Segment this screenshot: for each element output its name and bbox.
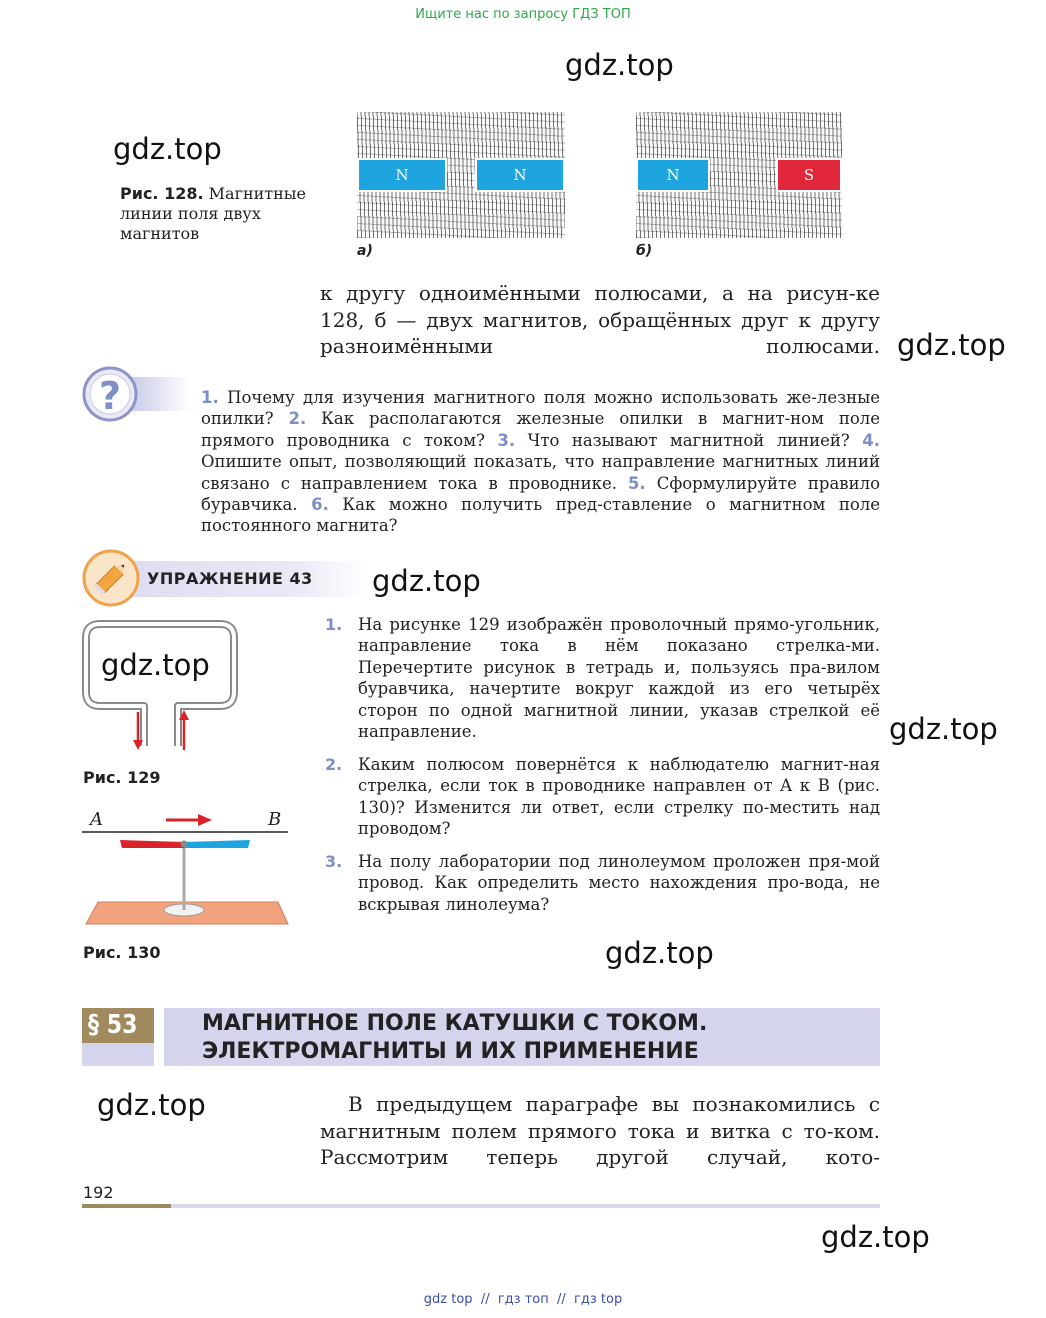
exercise-item: Каким полюсом повернётся к наблюдателю магнит-ная стрелка, если ток в проводнике направлен от A к B (рис. 130)? Изменится ли ответ, если стрелку по-местить над проводом?: [358, 755, 880, 839]
exercise-item: На рисунке 129 изображён проволочный прямо-угольник, направление тока в нём показано стрелка-ми. Перечертите рисунок в тетрадь и, пользуясь пра-вилом буравчика, начертите вокруг каждой из его четырёх сторон по одной магнитной линии, указав стрелкой её направление.: [358, 615, 880, 742]
svg-text:?: ?: [98, 374, 122, 418]
watermark: gdz.top: [113, 132, 222, 166]
watermark: gdz.top: [372, 564, 481, 598]
magnet-n-left: N: [357, 158, 447, 192]
figure-129-caption: Рис. 129: [83, 768, 161, 787]
question-mark-icon: [82, 366, 138, 422]
figure-128-number: Рис. 128.: [120, 184, 204, 203]
figure-128a-field-image: [357, 112, 565, 238]
figure-128-caption: [120, 184, 320, 244]
watermark: gdz.top: [101, 648, 210, 682]
footer-rule-accent: [82, 1204, 171, 1208]
figure-128b-field-image: [636, 112, 842, 238]
section-number: § 53: [88, 1010, 138, 1040]
exercise-item: На полу лаборатории под линолеумом проложен пря-мой провод. Как определить место нахождения про-вода, не вскрывая линолеума?: [358, 852, 880, 914]
figure-129-wire-frame: [80, 618, 240, 758]
section-header: [82, 1008, 880, 1066]
section-number-box-lower: [82, 1043, 154, 1066]
exercise-item-number: 2.: [325, 755, 343, 774]
exercise-title: УПРАЖНЕНИЕ 43: [147, 569, 313, 588]
figure-130-image: [80, 806, 292, 930]
section-title-line-1: МАГНИТНОЕ ПОЛЕ КАТУШКИ С ТОКОМ.: [202, 1011, 708, 1036]
magnet-n-right: N: [475, 158, 565, 192]
top-search-link[interactable]: Ищите нас по запросу ГДЗ ТОП: [415, 7, 631, 22]
point-a-label: A: [90, 809, 103, 830]
watermark: gdz.top: [97, 1088, 206, 1122]
footer-rule: [82, 1204, 880, 1208]
paragraph-text: к другу одноимёнными полюсами, а на рисун-ке 128, б — двух магнитов, обращённых друг к другу разноимёнными полюсами.: [320, 281, 880, 358]
point-b-label: B: [268, 809, 282, 830]
watermark: gdz.top: [565, 48, 674, 82]
figure-128a-label: а): [357, 243, 373, 259]
section-paragraph: В предыдущем параграфе вы познакомились с магнитным полем прямого тока и витка с то-ком. Рассмотрим теперь другой случай, кото-: [320, 1092, 880, 1169]
section-title-line-2: ЭЛЕКТРОМАГНИТЫ И ИХ ПРИМЕНЕНИЕ: [202, 1039, 699, 1064]
figure-130-caption: Рис. 130: [83, 943, 161, 962]
magnet-s: S: [776, 158, 842, 192]
pencil-icon: [82, 549, 140, 607]
watermark: gdz.top: [889, 712, 998, 746]
watermark: gdz.top: [605, 936, 714, 970]
figure-128b-label: б): [636, 243, 653, 259]
figure-128-title: Магнитные линии поля двух магнитов: [120, 184, 306, 243]
watermark: gdz.top: [821, 1220, 930, 1254]
exercise-item-number: 3.: [325, 852, 343, 871]
watermark: gdz.top: [897, 328, 1006, 362]
footer-links[interactable]: gdz top // гдз топ // гдз top: [423, 1292, 623, 1307]
exercise-item-number: 1.: [325, 615, 343, 634]
magnet-n: N: [636, 158, 710, 192]
question-band: [130, 377, 190, 411]
questions-list: 1. Почему для изучения магнитного поля можно использовать же-лезные опилки? 2. Как располагаются железные опилки в магнит-ном поле прямого проводника с током? 3. Что называют магнитной линией? 4. Опишите опыт, позволяющий показать, что направление магнитных линий связано с направлением тока в проводнике. 5. Сформулируйте правило буравчика. 6. Как можно получить пред-ставление о магнитном поле постоянного магнита?: [201, 388, 881, 536]
page-number: 192: [83, 1183, 114, 1202]
